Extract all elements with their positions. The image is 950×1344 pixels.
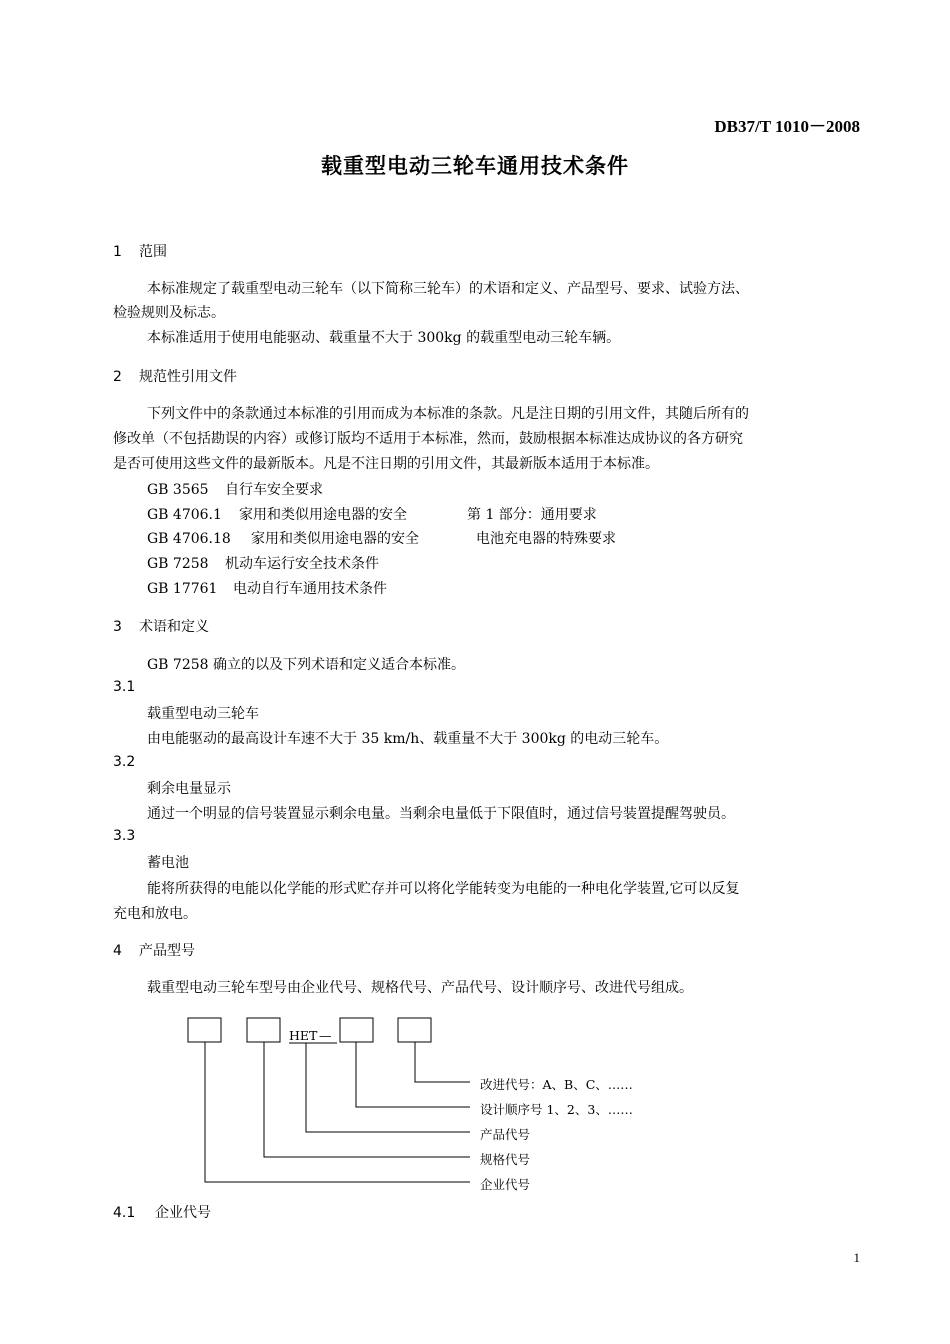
section-number: 2	[113, 369, 122, 385]
reference-item: GB 4706.1 家用和类似用途电器的安全 第 1 部分：通用要求	[147, 507, 597, 523]
paragraph: 本标准规定了载重型电动三轮车（以下简称三轮车）的术语和定义、产品型号、要求、试验方法、	[147, 281, 749, 297]
term-definition: 能将所获得的电能以化学能的形式贮存并可以将化学能转变为电能的一种电化学装置,它可以反复	[147, 881, 740, 897]
connector-line	[415, 1042, 470, 1082]
reference-item: GB 7258 机动车运行安全技术条件	[147, 556, 379, 572]
sequence-code-box	[340, 1018, 373, 1042]
paragraph: 是否可使用这些文件的最新版本。凡是不注日期的引用文件，其最新版本适用于本标准。	[113, 456, 659, 472]
connector-line	[356, 1042, 470, 1107]
paragraph: 下列文件中的条款通过本标准的引用而成为本标准的条款。凡是注日期的引用文件，其随后所有的	[147, 406, 749, 422]
term-number: 3.1	[113, 679, 136, 695]
paragraph: 载重型电动三轮车型号由企业代号、规格代号、产品代号、设计顺序号、改进代号组成。	[147, 980, 693, 996]
connector-line	[306, 1043, 470, 1132]
term-number: 3.2	[113, 754, 136, 770]
document-title: 载重型电动三轮车通用技术条件	[321, 154, 629, 178]
reference-item: GB 17761 电动自行车通用技术条件	[147, 581, 387, 597]
paragraph: 本标准适用于使用电能驱动、载重量不大于 300kg 的载重型电动三轮车辆。	[147, 330, 621, 346]
standard-code: DB37/T 1010－2008	[714, 117, 860, 136]
term-name: 剩余电量显示	[147, 781, 231, 797]
section-title: 产品型号	[139, 943, 195, 959]
connector-line	[205, 1042, 470, 1182]
term-definition: 充电和放电。	[113, 906, 197, 922]
subsection-number: 4.1	[113, 1205, 136, 1221]
reference-item: GB 4706.18 家用和类似用途电器的安全 电池充电器的特殊要求	[147, 531, 616, 547]
term-name: 蓄电池	[147, 855, 189, 871]
diagram-label: 改进代号：A、B、C、……	[480, 1077, 633, 1092]
section-title: 规范性引用文件	[139, 369, 237, 385]
section-number: 4	[113, 943, 122, 959]
term-number: 3.3	[113, 828, 136, 844]
paragraph: 检验规则及标志。	[113, 305, 225, 321]
paragraph: 修改单（不包括勘误的内容）或修订版均不适用于本标准，然而，鼓励根据本标准达成协议的各方研究	[113, 431, 743, 447]
section-title: 术语和定义	[139, 619, 209, 635]
dash-text: —	[319, 1028, 332, 1043]
revision-code-box	[398, 1018, 431, 1042]
page-number: 1	[853, 1250, 860, 1265]
section-number: 1	[113, 244, 122, 260]
diagram-label: 企业代号	[480, 1177, 531, 1192]
term-definition: 由电能驱动的最高设计车速不大于 35 km/h、载重量不大于 300kg 的电动三轮车。	[147, 731, 669, 747]
subsection-title: 企业代号	[155, 1205, 211, 1221]
section-title: 范围	[139, 244, 167, 260]
connector-line	[264, 1042, 470, 1157]
section-number: 3	[113, 619, 122, 635]
spec-code-box	[247, 1018, 280, 1042]
subsection-4-1-heading	[113, 1202, 211, 1222]
term-name: 载重型电动三轮车	[147, 706, 259, 722]
diagram-label: 设计顺序号 1、2、3、……	[480, 1102, 633, 1117]
diagram-label: 规格代号	[480, 1152, 531, 1167]
term-definition: 通过一个明显的信号装置显示剩余电量。当剩余电量低于下限值时，通过信号装置提醒驾驶员。	[147, 806, 735, 822]
paragraph: GB 7258 确立的以及下列术语和定义适合本标准。	[147, 657, 465, 673]
diagram-label: 产品代号	[480, 1127, 531, 1142]
enterprise-code-box	[188, 1018, 221, 1042]
reference-item: GB 3565 自行车安全要求	[147, 482, 323, 498]
product-code-text: HET	[289, 1028, 318, 1043]
